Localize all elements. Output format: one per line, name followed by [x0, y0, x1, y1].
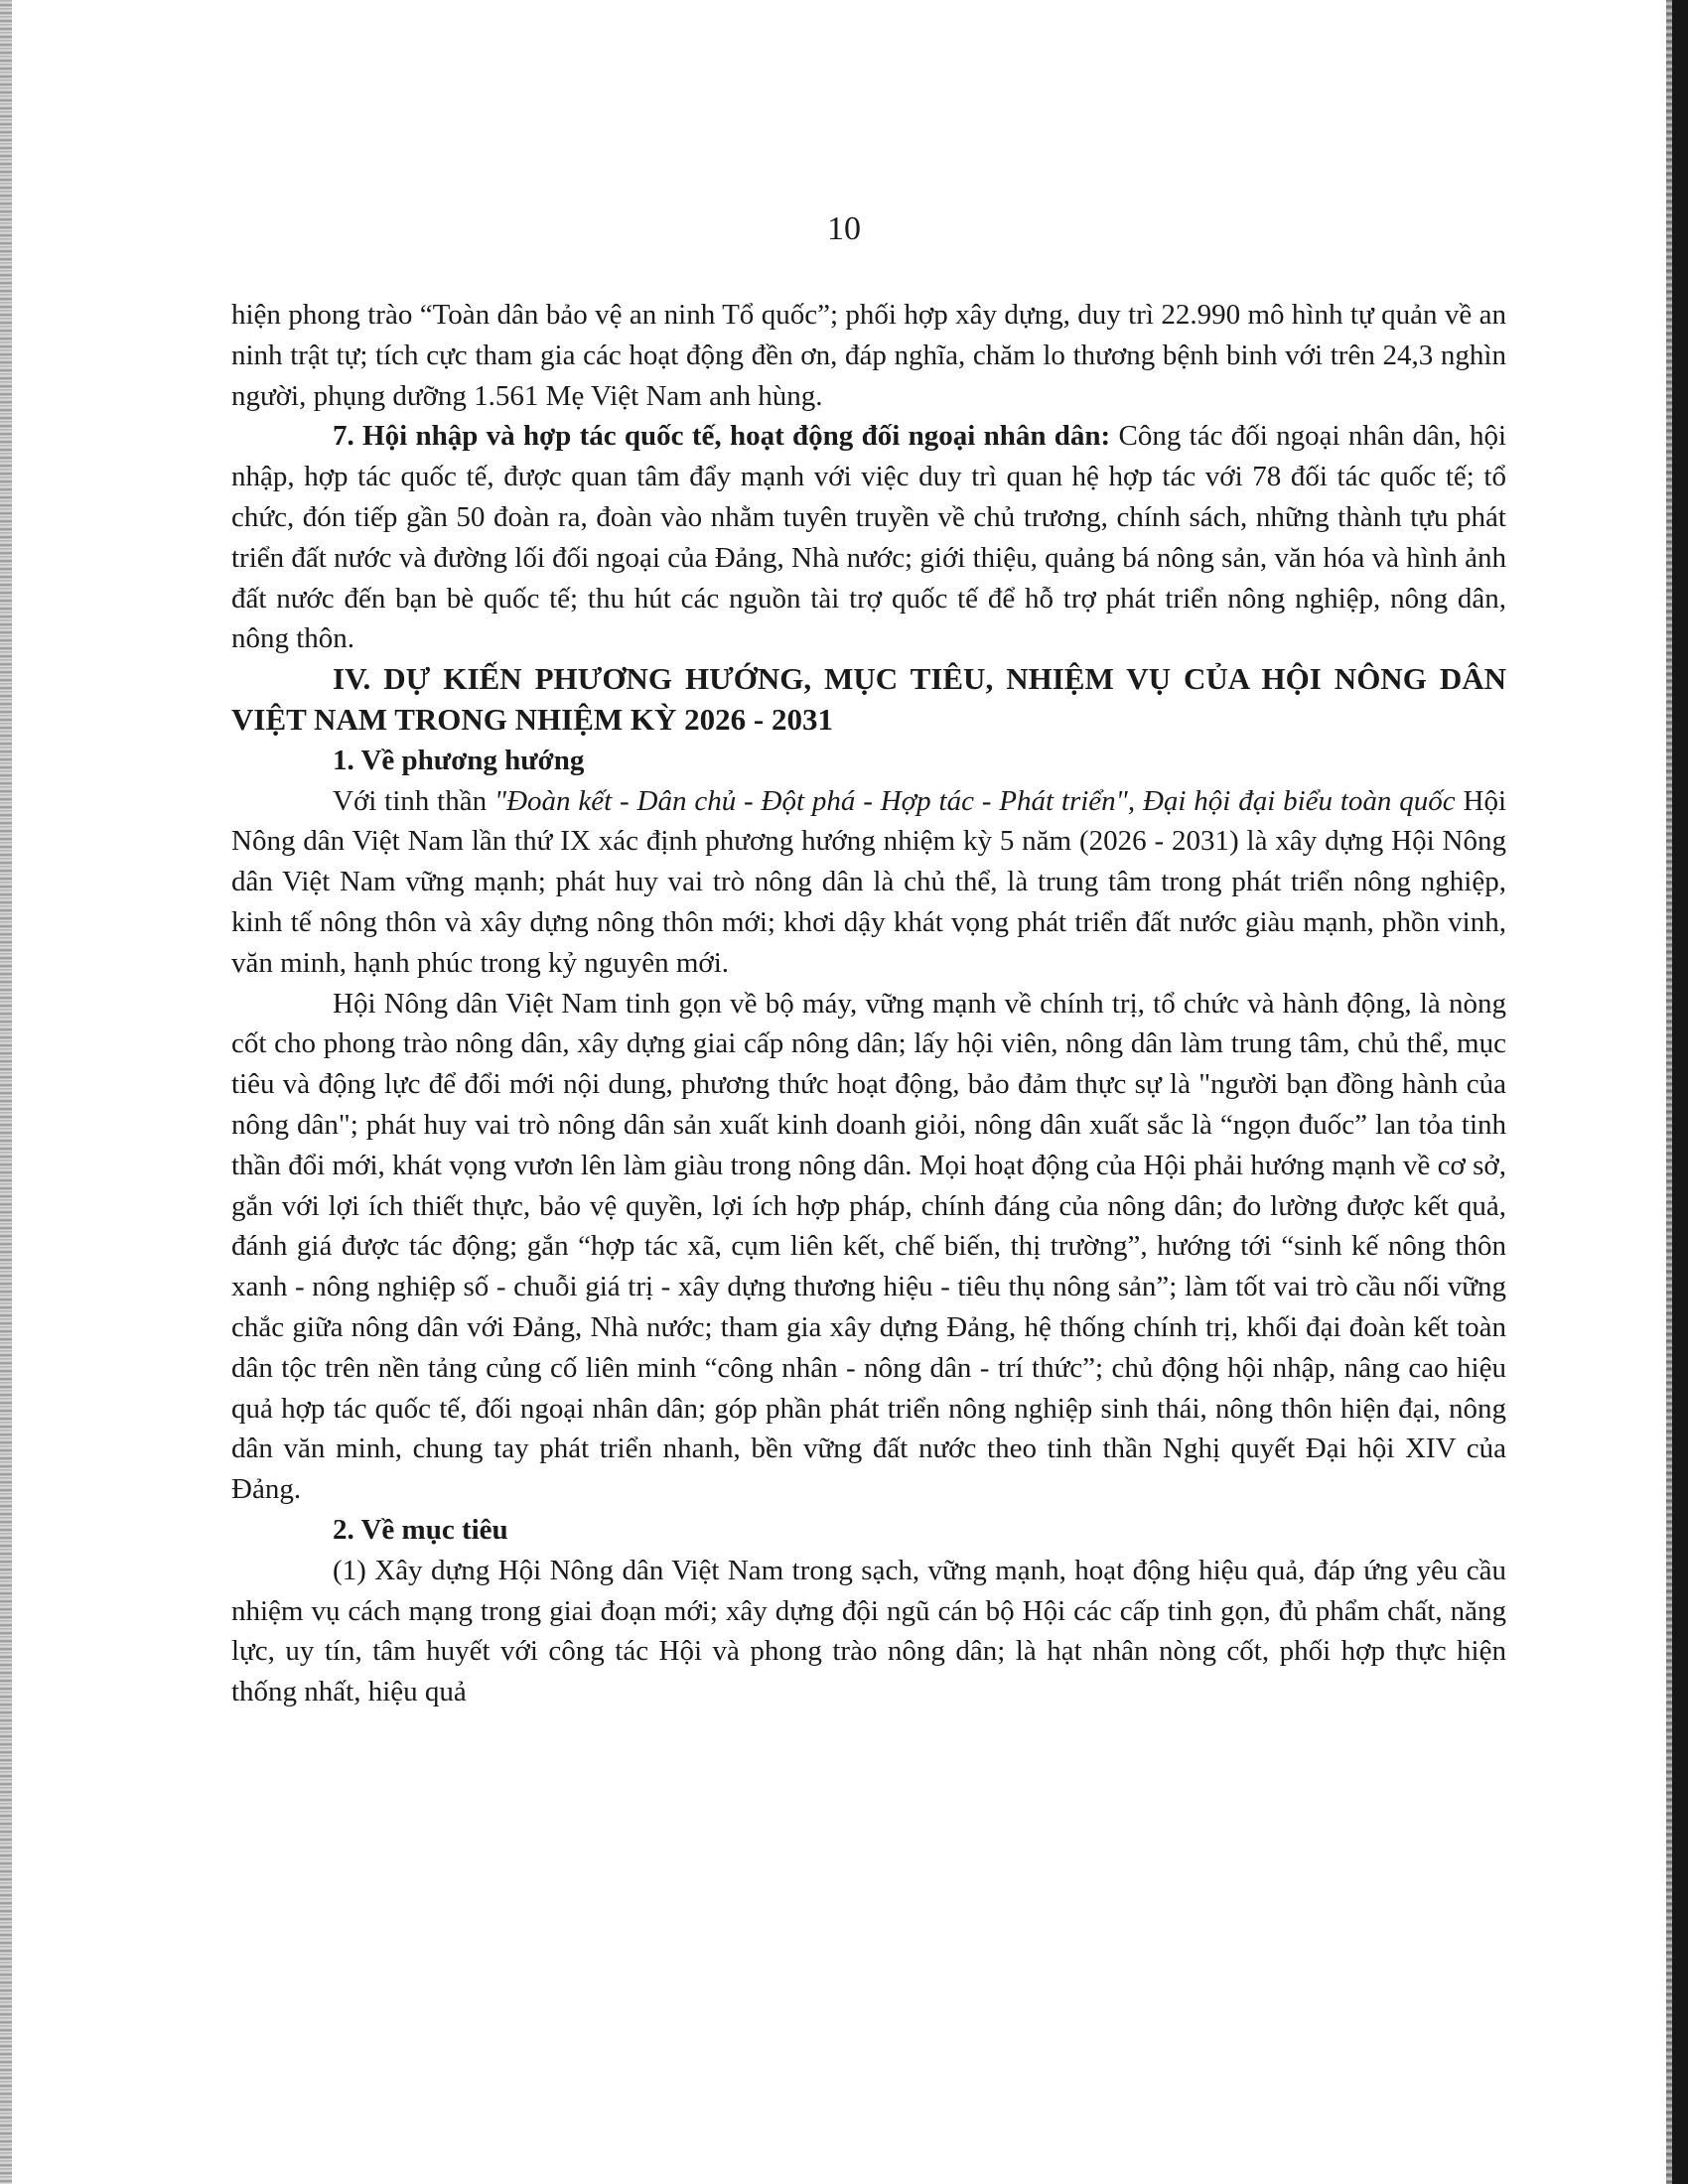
- paragraph-international-cooperation: [231, 416, 1506, 659]
- page-number: 10: [827, 210, 861, 247]
- item-7-text: Công tác đối ngoại nhân dân, hội nhập, hợp tác quốc tế, được quan tâm đẩy mạnh với việc duy trì quan hệ hợp tác với 78 đối tác quốc tế; tổ chức, đón tiếp gần 50 đoàn ra, đoàn vào nhằm tuyên truyền về chủ trương, chính sách, những thành tựu phát triển đất nước và đường lối đối ngoại của Đảng, Nhà nước; giới thiệu, quảng bá nông sản, văn hóa và hình ảnh đất nước đến bạn bè quốc tế; thu hút các nguồn tài trợ quốc tế để hỗ trợ phát triển nông nghiệp, nông dân, nông thôn.: [231, 420, 1506, 655]
- paragraph-security-movement: hiện phong trào “Toàn dân bảo vệ an ninh Tổ quốc”; phối hợp xây dựng, duy trì 22.990 mô hình tự quản về an ninh trật tự; tích cực tham gia các hoạt động đền ơn, đáp nghĩa, chăm lo thương bệnh binh với trên 24,3 nghìn người, phụng dưỡng 1.561 Mẹ Việt Nam anh hùng.: [231, 299, 1506, 412]
- direction-motto: "Đoàn kết - Dân chủ - Đột phá - Hợp tác - Phát triển", Đại hội đại biểu toàn quốc: [493, 784, 1456, 817]
- direction-lead: Với tinh thần: [333, 784, 494, 817]
- subsection-goals-title: 2. Về mục tiêu: [333, 1513, 508, 1546]
- paragraph-organization: Hội Nông dân Việt Nam tinh gọn về bộ máy, vững mạnh về chính trị, tổ chức và hành động, là nòng cốt cho phong trào nông dân, xây dựng giai cấp nông dân; lấy hội viên, nông dân làm trung tâm, chủ thể, mục tiêu và động lực để đổi mới nội dung, phương thức hoạt động, bảo đảm thực sự là "người bạn đồng hành của nông dân"; phát huy vai trò nông dân sản xuất kinh doanh giỏi, nông dân xuất sắc là “ngọn đuốc” lan tỏa tinh thần đổi mới, khát vọng vươn lên làm giàu trong nông dân. Mọi hoạt động của Hội phải hướng mạnh về cơ sở, gắn với lợi ích thiết thực, bảo vệ quyền, lợi ích hợp pháp, chính đáng của nông dân; đo lường được kết quả, đánh giá được tác động; gắn “hợp tác xã, cụm liên kết, chế biến, thị trường”, hướng tới “sinh kế nông thôn xanh - nông nghiệp số - chuỗi giá trị - xây dựng thương hiệu - tiêu thụ nông sản”; làm tốt vai trò cầu nối vững chắc giữa nông dân với Đảng, Nhà nước; tham gia xây dựng Đảng, hệ thống chính trị, khối đại đoàn kết toàn dân tộc trên nền tảng củng cố liên minh “công nhân - nông dân - trí thức”; chủ động hội nhập, nâng cao hiệu quả hợp tác quốc tế, đối ngoại nhân dân; góp phần phát triển nông nghiệp sinh thái, nông thôn hiện đại, nông dân văn minh, chung tay phát triển nhanh, bền vững đất nước theo tinh thần Nghị quyết Đại hội XIV của Đảng.: [231, 987, 1506, 1506]
- scan-edge-right: [1672, 0, 1688, 2184]
- paragraph-goal-1: (1) Xây dựng Hội Nông dân Việt Nam trong sạch, vững mạnh, hoạt động hiệu quả, đáp ứng yêu cầu nhiệm vụ cách mạng trong giai đoạn mới; xây dựng đội ngũ cán bộ Hội các cấp tinh gọn, đủ phẩm chất, năng lực, uy tín, tâm huyết với công tác Hội và phong trào nông dân; là hạt nhân nòng cốt, phối hợp thực hiện thống nhất, hiệu quả: [231, 1554, 1506, 1708]
- item-7-heading: 7. Hội nhập và hợp tác quốc tế, hoạt động đối ngoại nhân dân:: [333, 420, 1111, 453]
- document-body: [231, 295, 1506, 1712]
- subsection-direction-title: 1. Về phương hướng: [333, 744, 585, 776]
- scan-edge-left: [0, 0, 12, 2184]
- direction-text: Hội Nông dân Việt Nam lần thứ IX xác định phương hướng nhiệm kỳ 5 năm (2026 - 2031) là xây dựng Hội Nông dân Việt Nam vững mạnh; phát huy vai trò nông dân là chủ thể, là trung tâm trong phát triển nông nghiệp, kinh tế nông thôn và xây dựng nông thôn mới; khơi dậy khát vọng phát triển đất nước giàu mạnh, phồn vinh, văn minh, hạnh phúc trong kỷ nguyên mới.: [231, 784, 1507, 979]
- section-iv-title: IV. DỰ KIẾN PHƯƠNG HƯỚNG, MỤC TIÊU, NHIỆM VỤ CỦA HỘI NÔNG DÂN VIỆT NAM TRONG NHIỆM KỲ 2026 - 2031: [231, 661, 1506, 737]
- paragraph-direction: [231, 781, 1506, 984]
